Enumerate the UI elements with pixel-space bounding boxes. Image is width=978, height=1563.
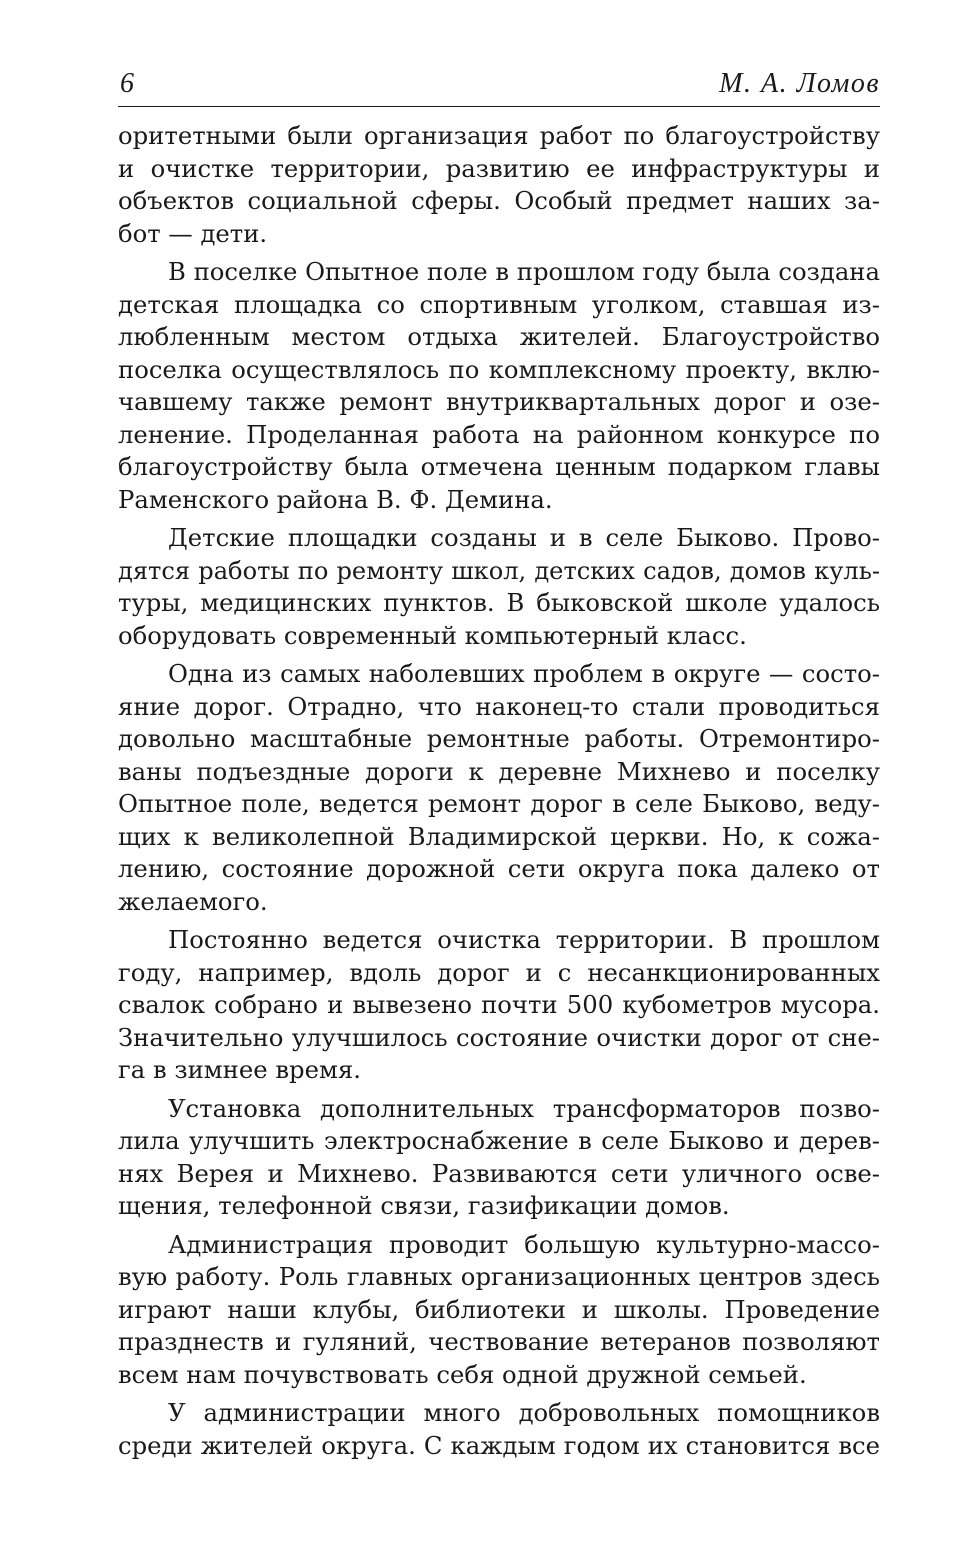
text-line: среди жителей округа. С каждым годом их становится все [118,1430,880,1460]
paragraph [118,256,880,516]
text-line: оборудовать современный компьютерный класс. [118,620,747,650]
text-line: яние дорог. Отрадно, что наконец-то стали проводиться [118,691,880,721]
text-line: Опытное поле, ведется ремонт дорог в селе Быково, веду- [118,789,880,818]
text-line: Постоянно ведется очистка территории. В прошлом [168,925,880,954]
text-line: оритетными были организация работ по благоустройству [118,121,880,150]
running-head [118,62,880,107]
paragraph [118,1093,880,1223]
text-line: Установка дополнительных трансформаторов позво- [168,1093,880,1123]
text-line: любленным местом отдыха жителей. Благоустройство [118,322,880,351]
text-line: поселка осуществлялось по комплексному проекту, вклю- [118,354,880,384]
text-line: нях Верея и Михнево. Развиваются сети уличного осве- [118,1158,880,1188]
paragraph [118,1229,880,1392]
text-line: Одна из самых наболевших проблем в округе — состо- [168,659,880,688]
text-line: играют наши клубы, библиотеки и школы. Проведение [118,1294,880,1324]
running-head-author: М. А. Ломов [719,68,880,99]
text-line: В поселке Опытное поле в прошлом году была создана [168,257,880,286]
text-line: году, например, вдоль дорог и с несанкционированных [118,957,880,987]
body-text [118,120,880,1468]
text-line: желаемого. [118,886,268,916]
paragraph [118,924,880,1087]
text-line: лению, состояние дорожной сети округа пока далеко от [118,854,880,883]
text-line: объектов социальной сферы. Особый предмет наших за- [118,186,880,215]
text-line: Детские площадки созданы и в селе Быково. Прово- [168,523,880,552]
text-line: бот — дети. [118,218,268,248]
text-line: и очистке территории, развитию ее инфраструктуры и [118,153,880,183]
text-line: вую работу. Роль главных организационных центров здесь [118,1262,880,1291]
paragraph [118,1397,880,1462]
text-line: га в зимнее время. [118,1055,361,1084]
text-line: лила улучшить электроснабжение в селе Быково и дерев- [118,1126,880,1155]
text-line: детская площадка со спортивным уголком, ставшая из- [118,289,880,319]
text-line: щих к великолепной Владимирской церкви. Но, к сожа- [118,821,880,851]
text-line: всем нам почувствовать себя одной дружной семьей. [118,1359,807,1389]
paragraph [118,522,880,652]
paragraph [118,120,880,250]
text-line: ваны подъездные дороги к деревне Михнево и поселку [118,756,880,786]
page-number: 6 [120,68,134,99]
text-line: свалок собрано и вывезено почти 500 кубометров мусора. [118,990,880,1019]
text-line: щения, телефонной связи, газификации домов. [118,1191,730,1220]
text-line: Раменского района В. Ф. Демина. [118,484,553,514]
text-line: празднеств и гуляний, чествование ветеранов позволяют [118,1327,880,1356]
text-line: Администрация проводит большую культурно-массо- [168,1229,880,1259]
text-line: довольно масштабные ремонтные работы. Отремонтиро- [118,724,880,753]
text-line: туры, медицинских пунктов. В быковской школе удалось [118,588,880,617]
text-line: благоустройству была отмечена ценным подарком главы [118,452,880,481]
text-line: Значительно улучшилось состояние очистки дорог от сне- [118,1022,880,1052]
text-line: чавшему также ремонт внутриквартальных дорог и озе- [118,387,880,416]
text-line: У администрации много добровольных помощников [168,1398,880,1427]
paragraph [118,658,880,918]
text-line: дятся работы по ремонту школ, детских садов, домов куль- [118,556,880,585]
text-line: ленение. Проделанная работа на районном конкурсе по [118,419,880,449]
